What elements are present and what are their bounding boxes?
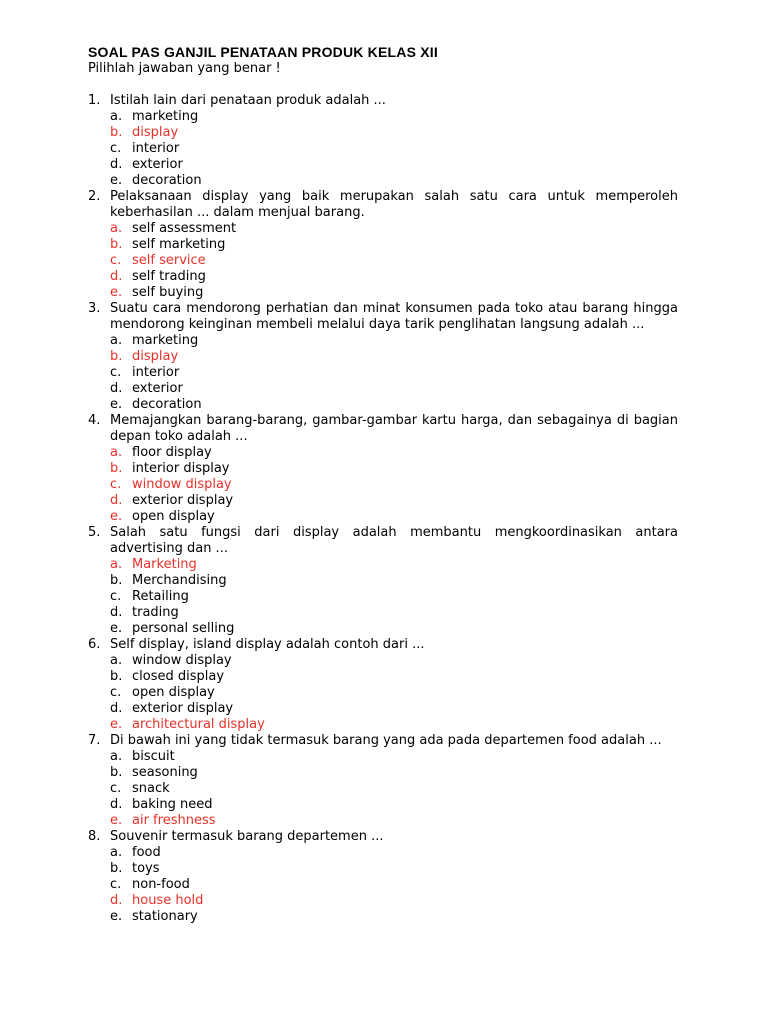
answer-option (110, 589, 678, 605)
question-text: Memajangkan barang-barang, gambar-gambar kartu harga, dan sebagainya di bagian depan toko adalah ... (110, 413, 678, 444)
option-letter: d. (110, 381, 123, 396)
answer-option (110, 509, 678, 525)
answer-option (110, 477, 678, 493)
answer-option (110, 621, 678, 637)
option-letter: c. (110, 685, 122, 700)
option-letter: a. (110, 845, 123, 860)
option-letter: d. (110, 605, 123, 620)
question-number: 5. (88, 525, 101, 540)
option-text: interior (132, 141, 180, 156)
answer-option (110, 893, 678, 909)
option-letter: b. (110, 461, 123, 476)
answer-option (110, 141, 678, 157)
option-letter: b. (110, 125, 123, 140)
option-text: window display (132, 477, 232, 492)
option-list (110, 333, 678, 413)
option-text: closed display (132, 669, 225, 684)
question-item (88, 829, 678, 925)
option-letter: b. (110, 861, 123, 876)
answer-option (110, 653, 678, 669)
option-text: exterior (132, 381, 183, 396)
answer-option (110, 701, 678, 717)
answer-option (110, 797, 678, 813)
answer-option (110, 173, 678, 189)
question-item (88, 733, 678, 829)
answer-option (110, 221, 678, 237)
option-letter: e. (110, 909, 123, 924)
option-list (110, 653, 678, 733)
option-letter: c. (110, 781, 122, 796)
question-item (88, 93, 678, 189)
option-text: personal selling (132, 621, 235, 636)
question-item (88, 525, 678, 637)
option-text: Merchandising (132, 573, 227, 588)
answer-option (110, 573, 678, 589)
option-list (110, 557, 678, 637)
answer-option (110, 285, 678, 301)
option-letter: d. (110, 269, 123, 284)
question-item (88, 413, 678, 525)
option-text: self marketing (132, 237, 226, 252)
question-text: Pelaksanaan display yang baik merupakan salah satu cara untuk memperoleh keberhasilan ... dalam menjual barang. (110, 189, 678, 220)
question-item (88, 189, 678, 301)
question-text: Self display, island display adalah contoh dari ... (110, 637, 425, 652)
option-text: self service (132, 253, 206, 268)
question-number: 1. (88, 93, 101, 108)
option-letter: b. (110, 237, 123, 252)
option-text: marketing (132, 333, 199, 348)
option-text: exterior display (132, 701, 234, 716)
option-letter: a. (110, 109, 123, 124)
option-letter: c. (110, 365, 122, 380)
answer-option (110, 765, 678, 781)
option-letter: a. (110, 333, 123, 348)
answer-option (110, 125, 678, 141)
option-text: window display (132, 653, 232, 668)
question-number: 7. (88, 733, 101, 748)
option-text: toys (132, 861, 160, 876)
question-item (88, 637, 678, 733)
answer-option (110, 877, 678, 893)
answer-option (110, 253, 678, 269)
option-text: display (132, 349, 179, 364)
option-text: self buying (132, 285, 204, 300)
answer-option (110, 333, 678, 349)
option-list (110, 109, 678, 189)
option-text: floor display (132, 445, 212, 460)
option-list (110, 221, 678, 301)
answer-option (110, 493, 678, 509)
option-list (110, 845, 678, 925)
option-letter: a. (110, 557, 123, 572)
option-letter: d. (110, 493, 123, 508)
option-text: architectural display (132, 717, 265, 732)
option-text: open display (132, 685, 215, 700)
answer-option (110, 349, 678, 365)
question-text: Suatu cara mendorong perhatian dan minat konsumen pada toko atau barang hingga mendorong keinginan membeli melalui daya tarik penglihatan langsung adalah ... (110, 301, 678, 332)
option-letter: b. (110, 765, 123, 780)
answer-option (110, 445, 678, 461)
answer-option (110, 749, 678, 765)
option-letter: e. (110, 621, 123, 636)
answer-option (110, 669, 678, 685)
answer-option (110, 397, 678, 413)
instruction-text: Pilihlah jawaban yang benar ! (88, 61, 281, 76)
answer-option (110, 237, 678, 253)
option-letter: e. (110, 173, 123, 188)
option-text: open display (132, 509, 215, 524)
question-text: Istilah lain dari penataan produk adalah ... (110, 93, 386, 108)
answer-option (110, 717, 678, 733)
option-letter: a. (110, 221, 123, 236)
answer-option (110, 365, 678, 381)
question-number: 3. (88, 301, 101, 316)
option-text: seasoning (132, 765, 198, 780)
option-text: interior display (132, 461, 230, 476)
answer-option (110, 461, 678, 477)
option-text: house hold (132, 893, 204, 908)
answer-option (110, 685, 678, 701)
option-list (110, 749, 678, 829)
answer-option (110, 381, 678, 397)
option-letter: c. (110, 253, 122, 268)
answer-option (110, 109, 678, 125)
option-text: marketing (132, 109, 199, 124)
option-text: baking need (132, 797, 213, 812)
option-letter: d. (110, 157, 123, 172)
option-text: Marketing (132, 557, 197, 572)
option-letter: d. (110, 701, 123, 716)
answer-option (110, 557, 678, 573)
question-number: 8. (88, 829, 101, 844)
option-letter: c. (110, 877, 122, 892)
question-text: Souvenir termasuk barang departemen ... (110, 829, 384, 844)
option-letter: e. (110, 509, 123, 524)
option-text: trading (132, 605, 179, 620)
option-text: air freshness (132, 813, 216, 828)
question-number: 4. (88, 413, 101, 428)
answer-option (110, 269, 678, 285)
option-letter: e. (110, 717, 123, 732)
option-text: exterior (132, 157, 183, 172)
option-text: exterior display (132, 493, 234, 508)
option-text: non-food (132, 877, 190, 892)
answer-option (110, 845, 678, 861)
option-text: decoration (132, 397, 202, 412)
answer-option (110, 605, 678, 621)
question-text: Di bawah ini yang tidak termasuk barang yang ada pada departemen food adalah ... (110, 733, 662, 748)
option-letter: b. (110, 573, 123, 588)
question-number: 2. (88, 189, 101, 204)
option-text: self trading (132, 269, 206, 284)
option-letter: a. (110, 653, 123, 668)
option-letter: c. (110, 589, 122, 604)
document-title: SOAL PAS GANJIL PENATAAN PRODUK KELAS XII (88, 44, 438, 60)
option-letter: d. (110, 893, 123, 908)
option-text: interior (132, 365, 180, 380)
option-letter: c. (110, 477, 122, 492)
option-letter: b. (110, 669, 123, 684)
option-text: stationary (132, 909, 198, 924)
option-text: decoration (132, 173, 202, 188)
answer-option (110, 813, 678, 829)
answer-option (110, 781, 678, 797)
question-item (88, 301, 678, 413)
option-letter: c. (110, 141, 122, 156)
option-text: biscuit (132, 749, 175, 764)
option-letter: e. (110, 285, 123, 300)
option-text: food (132, 845, 161, 860)
option-letter: e. (110, 397, 123, 412)
option-text: snack (132, 781, 170, 796)
question-list (88, 93, 678, 925)
answer-option (110, 157, 678, 173)
option-letter: a. (110, 445, 123, 460)
option-letter: b. (110, 349, 123, 364)
option-letter: e. (110, 813, 123, 828)
question-number: 6. (88, 637, 101, 652)
option-text: self assessment (132, 221, 237, 236)
option-letter: d. (110, 797, 123, 812)
answer-option (110, 909, 678, 925)
option-text: display (132, 125, 179, 140)
question-text: Salah satu fungsi dari display adalah membantu mengkoordinasikan antara advertising dan ... (110, 525, 678, 556)
option-text: Retailing (132, 589, 189, 604)
answer-option (110, 861, 678, 877)
option-letter: a. (110, 749, 123, 764)
option-list (110, 445, 678, 525)
document-page (88, 44, 678, 925)
